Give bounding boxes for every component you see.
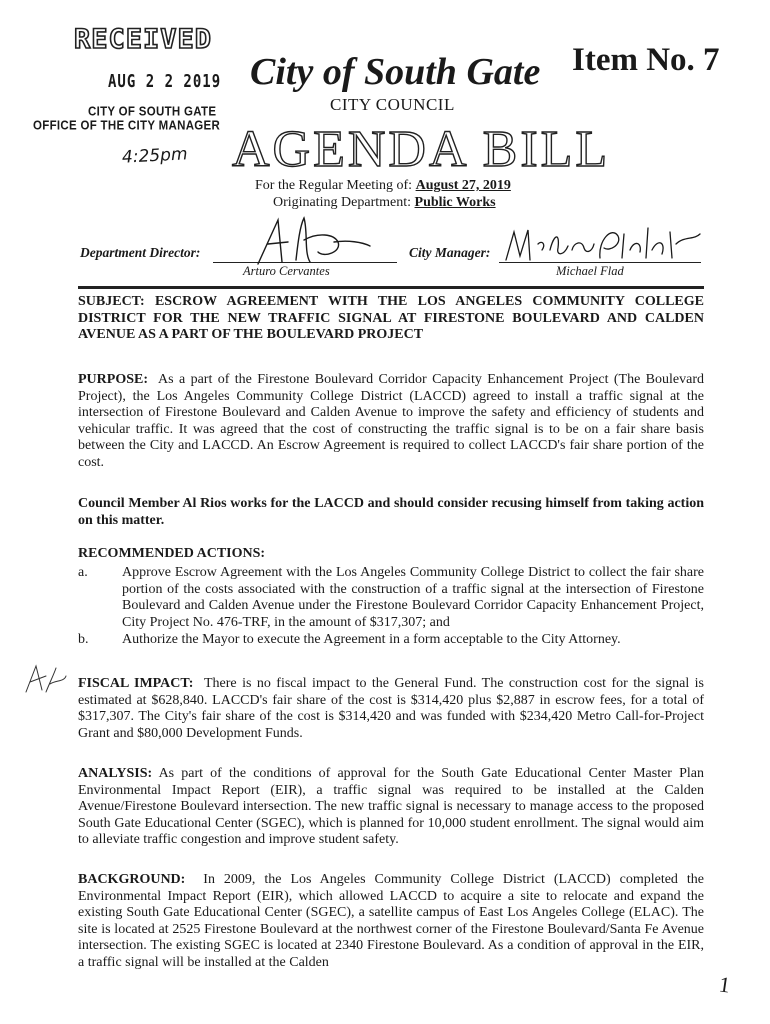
analysis-heading: ANALYSIS: (78, 766, 153, 781)
purpose-text: As a part of the Firestone Boulevard Corridor Capacity Enhancement Project (The Boulevard Project), the Los Angeles Community College District (LACCD) agreed to install a traffic signal at the intersection of Firestone Boulevard and Calden Avenue to improve the safety and efficiency of students and vehicular traffic. It was agreed that the cost of constructing the traffic signal is to be on a fair share basis between the City and LACCD. An Escrow Agreement is required to collect LACCD's fair share portion of the cost. (78, 372, 704, 470)
action-marker: b. (78, 632, 89, 647)
background-heading: BACKGROUND: (78, 872, 186, 887)
stamp-office-line: OFFICE OF THE CITY MANAGER (33, 119, 221, 133)
city-manager-label: City Manager: (409, 245, 491, 260)
city-manager-name: Michael Flad (556, 264, 624, 278)
page-number: 1 (717, 971, 732, 998)
director-signature (238, 212, 378, 272)
recommended-actions-heading: RECOMMENDED ACTIONS: (78, 546, 266, 561)
handwritten-time: 4:25pm (121, 144, 189, 168)
action-marker: a. (78, 565, 88, 580)
recommended-action-b (78, 632, 704, 649)
purpose-paragraph (78, 372, 704, 472)
received-stamp: RECEIVED (74, 24, 213, 55)
council-label: CITY COUNCIL (330, 95, 455, 114)
received-date: AUG 2 2 2019 (108, 72, 222, 92)
department-line (273, 195, 496, 211)
action-text: Authorize the Mayor to execute the Agreement in a form acceptable to the City Attorney. (122, 632, 621, 647)
purpose-heading: PURPOSE: (78, 372, 148, 387)
analysis-paragraph (78, 766, 704, 849)
item-number: Item No. 7 (572, 42, 720, 78)
fiscal-text: There is no fiscal impact to the General Fund. The construction cost for the signal is estimated at $628,840. LACCD's fair share of the cost is $314,420 plus $2,887 in escrow fees, for a total of $317,307. The City's fair share of the cost is $314,420 and was funded with $234,420 Metro Call-for-Project Grant and $80,000 Development Funds. (78, 676, 704, 741)
director-label: Department Director: (80, 245, 201, 260)
stamp-city-line: CITY OF SOUTH GATE (88, 105, 217, 119)
handwritten-initials (20, 662, 70, 702)
agenda-bill-title: AGENDA BILL (232, 121, 611, 178)
meeting-prefix: For the Regular Meeting of: (255, 178, 413, 193)
action-text: Approve Escrow Agreement with the Los Angeles Community College District to collect the fair share portion of the costs associated with the construction of a traffic signal at the intersection of Firestone Boulevard and Calden Avenue under the Firestone Boulevard Corridor Capacity Enhancement Project, City Project No. 476-TRF, in the amount of $317,307; and (122, 565, 704, 630)
fiscal-impact-paragraph (78, 676, 704, 742)
background-text: In 2009, the Los Angeles Community College District (LACCD) completed the Environmental Impact Report (EIR), which allowed LACCD to acquire a site to relocate and expand the existing South Gate Educational Center (SGEC), a satellite campus of East Los Angeles College (ELAC). The site is located at 2525 Firestone Boulevard at the northwest corner of the Firestone Boulevard/Santa Fe Avenue intersection. The existing SGEC is located at 2340 Firestone Boulevard. As a condition of approval in the EIR, a traffic signal will be installed at the Calden (78, 872, 705, 970)
director-name: Arturo Cervantes (243, 264, 330, 278)
recusal-note: Council Member Al Rios works for the LACCD and should consider recusing himself from taking action on this matter. (78, 496, 704, 528)
department-prefix: Originating Department: (273, 195, 412, 210)
meeting-date: August 27, 2019 (415, 178, 511, 193)
fiscal-heading: FISCAL IMPACT: (78, 676, 194, 691)
city-title: City of South Gate (250, 51, 541, 93)
city-manager-signature (500, 214, 710, 270)
analysis-text: As part of the conditions of approval for the South Gate Educational Center Master Plan Environmental Impact Report (EIR), a traffic signal was required to be installed at the Calden Avenue/Firestone Boulevard intersection. The new traffic signal is necessary to manage access to the proposed South Gate Educational Center (SGEC), which is planned for 10,000 student enrollment. The signal would aim to alleviate traffic congestion and improve student safety. (78, 766, 704, 848)
background-paragraph (78, 872, 704, 972)
header-divider (78, 286, 704, 289)
subject-paragraph: SUBJECT: ESCROW AGREEMENT WITH THE LOS ANGELES COMMUNITY COLLEGE DISTRICT FOR THE NEW TRAFFIC SIGNAL AT FIRESTONE BOULEVARD AND CALDEN AVENUE AS A PART OF THE BOULEVARD PROJECT (78, 294, 704, 343)
recommended-action-a (78, 565, 704, 631)
meeting-line (255, 178, 511, 194)
department-name: Public Works (414, 195, 496, 210)
